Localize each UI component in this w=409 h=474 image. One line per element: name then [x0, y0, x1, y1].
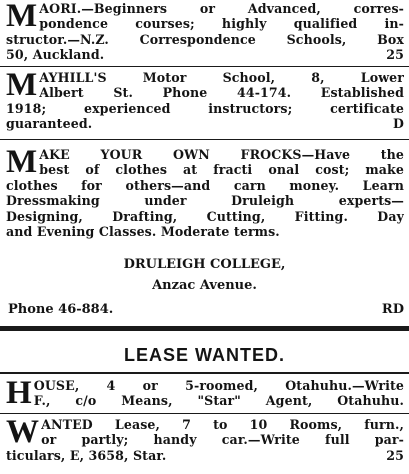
- ad-line: or partly; handy car.—Write full par-: [41, 432, 404, 448]
- ad-line: structor.—N.Z. Correspondence Schools, Box: [6, 31, 404, 47]
- ad-line: and Evening Classes. Moderate terms.: [6, 224, 280, 240]
- college-phone: Phone 46-884.: [8, 302, 114, 317]
- ad-line: [6, 116, 404, 131]
- ad-code: D: [392, 116, 404, 132]
- ad-line: Albert St. Phone 44-174. Established: [39, 85, 404, 101]
- ad-wanted: [6, 414, 404, 463]
- ad-line: F., c/o Means, "Star" Agent, Otahuhu.: [33, 393, 404, 409]
- college-name: DRULEIGH COLLEGE,: [123, 257, 286, 272]
- ad-line: [6, 448, 404, 463]
- divider: [0, 139, 409, 140]
- ad-maori: [6, 1, 404, 63]
- ad-line: Dressmaking under Druleigh experts—: [6, 193, 404, 209]
- ad-code: RD: [381, 302, 404, 317]
- dropcap: W: [6, 414, 40, 450]
- divider: [0, 66, 409, 67]
- dropcap: M: [6, 0, 38, 34]
- dropcap: M: [6, 67, 38, 103]
- college-address: Anzac Avenue.: [152, 278, 257, 293]
- ad-line: 1918; experienced instructors; certificate: [6, 100, 404, 116]
- ad-frocks: [6, 144, 404, 240]
- ad-house: [6, 375, 404, 411]
- ad-text: 50, Auckland.: [6, 47, 105, 63]
- dropcap: M: [6, 144, 38, 180]
- section-rule: [0, 326, 409, 331]
- ad-line: clothes for others—and carn money. Learn: [6, 177, 404, 193]
- section-heading: LEASE WANTED.: [123, 345, 285, 365]
- ad-line: OUSE, 4 or 5-roomed, Otahuhu.—Write: [33, 378, 404, 393]
- ad-code: 25: [386, 47, 404, 63]
- ad-line: AYHILL'S Motor School, 8, Lower: [39, 70, 404, 85]
- ad-mayhill: [6, 67, 404, 132]
- ad-line: ANTED Lease, 7 to 10 Rooms, furn.,: [41, 417, 404, 432]
- college-phone-row: [8, 302, 404, 317]
- ad-text: ticulars, E, 3658, Star.: [6, 447, 167, 463]
- ad-code: 25: [386, 447, 404, 463]
- divider: [0, 413, 409, 414]
- ad-text: guaranteed.: [6, 116, 93, 132]
- dropcap: H: [6, 375, 32, 411]
- ad-line: Designing, Drafting, Cutting, Fitting. Day: [6, 208, 404, 224]
- ad-line: AKE YOUR OWN FROCKS—Have the: [39, 147, 404, 162]
- ad-line: [6, 47, 404, 62]
- divider: [0, 372, 409, 374]
- ad-line: AORI.—Beginners or Advanced, corres-: [39, 1, 404, 16]
- ad-line: best of clothes at fracti onal cost; make: [39, 162, 404, 178]
- ad-line: pondence courses; highly qualified in-: [39, 16, 404, 32]
